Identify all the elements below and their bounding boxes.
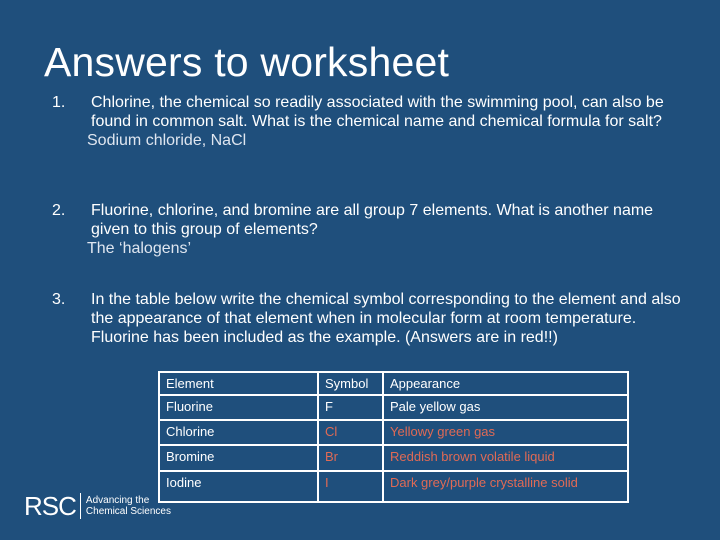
cell-symbol: Br: [318, 445, 383, 471]
cell-appearance: Dark grey/purple crystalline solid: [383, 471, 628, 502]
question-number: 3.: [52, 291, 66, 308]
logo-divider: [80, 493, 81, 519]
table-row: [159, 445, 628, 471]
header-element: Element: [159, 372, 318, 395]
cell-element: Fluorine: [159, 395, 318, 420]
cell-symbol: I: [318, 471, 383, 502]
question-3: [52, 290, 692, 347]
logo-tagline-line1: Advancing the: [85, 495, 150, 506]
rsc-logo: [24, 492, 171, 520]
cell-appearance: Pale yellow gas: [383, 395, 628, 420]
table-row: [159, 420, 628, 445]
question-number: 1.: [52, 94, 66, 111]
logo-tagline-line2: Chemical Sciences: [85, 506, 171, 517]
header-appearance: Appearance: [383, 372, 628, 395]
question-text: Chlorine, the chemical so readily associated with the swimming pool, can also be found in common salt. What is the chemical name and chemical formula for salt?: [91, 94, 664, 130]
question-text: Fluorine, chlorine, and bromine are all group 7 elements. What is another name given to this group of elements?: [91, 202, 654, 238]
logo-tagline: [86, 495, 171, 517]
cell-symbol: F: [318, 395, 383, 420]
element-table: [158, 371, 629, 503]
logo-mark: RSC: [24, 491, 76, 521]
header-symbol: Symbol: [318, 372, 383, 395]
table-row: [159, 395, 628, 420]
cell-symbol: Cl: [318, 420, 383, 445]
cell-appearance: Yellowy green gas: [383, 420, 628, 445]
question-number: 2.: [52, 202, 66, 219]
table-row: [159, 471, 628, 502]
question-text: In the table below write the chemical symbol corresponding to the element and also the appearance of that element when in molecular form at room temperature. Fluorine has been included as the example. (Answers are in red!!): [91, 291, 681, 346]
cell-element: Chlorine: [159, 420, 318, 445]
table-header-row: [159, 372, 628, 395]
cell-appearance: Reddish brown volatile liquid: [383, 445, 628, 471]
slide-title: Answers to worksheet: [44, 39, 450, 85]
answer-text: Sodium chloride, NaCl: [87, 132, 247, 149]
cell-element: Bromine: [159, 445, 318, 471]
question-2: [52, 201, 692, 258]
cell-element: Iodine: [159, 471, 318, 502]
answer-text: The ‘halogens’: [87, 240, 192, 257]
question-1: [52, 93, 692, 150]
